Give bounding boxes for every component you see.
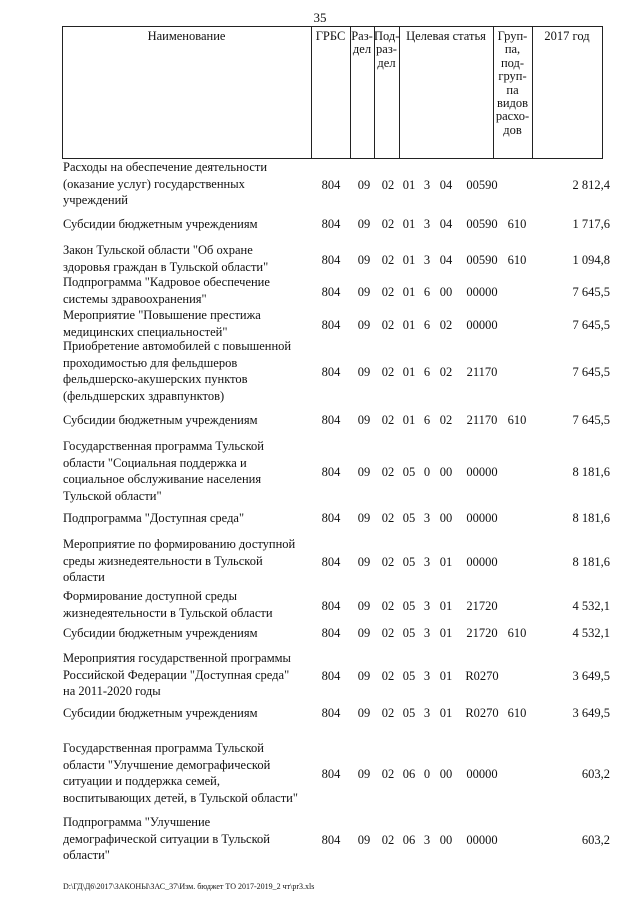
cell-amount-2017: 4 532,1 [572,598,610,613]
row-name [63,740,315,806]
cell-podrazdel: 02 [381,554,395,569]
table-row [0,242,640,275]
column-border [602,26,603,159]
cell-target-program: 05 [402,706,416,721]
cell-razdel: 09 [357,413,371,428]
cell-target-subprogram: 0 [423,767,431,781]
cell-target-program: 05 [402,465,416,479]
cell-target-code: 00000 [466,284,498,299]
cell-podrazdel: 02 [381,668,395,683]
header-name: Наименование [147,29,226,43]
header-razdel-line: дел [352,42,372,57]
cell-amount-2017: 4 532,1 [572,626,610,641]
cell-razdel: 09 [357,767,371,781]
cell-grbs: 804 [321,511,341,526]
cell-razdel: 09 [357,598,371,613]
cell-grbs: 804 [321,217,341,232]
row-name-line: Мероприятие "Повышение престижа [63,308,261,322]
cell-grbs: 804 [321,365,341,379]
cell-target-event: 02 [439,413,453,428]
cell-amount-2017: 8 181,6 [572,511,610,526]
cell-amount-2017: 7 645,5 [572,413,610,428]
table-row [0,740,640,806]
cell-amount-2017: 1 094,8 [572,252,610,267]
row-name [63,536,315,586]
row-name-line: Тульской области" [63,488,162,503]
cell-target-event: 04 [439,252,453,267]
row-name-line: социальное обслуживание населения [63,472,262,486]
cell-target-subprogram: 3 [423,598,431,613]
cell-target-program: 01 [402,413,416,428]
cell-target-event: 01 [439,668,453,683]
cell-target-event: 02 [439,317,453,332]
cell-podrazdel: 02 [381,413,395,428]
cell-grbs: 804 [321,284,341,299]
cell-podrazdel: 02 [381,626,395,641]
cell-target-event: 00 [439,767,453,781]
cell-target-subprogram: 3 [423,511,431,526]
cell-target-subprogram: 6 [423,413,431,428]
cell-amount-2017: 7 645,5 [572,365,610,379]
cell-amount-2017: 603,2 [581,832,610,847]
cell-expense-type: 610 [507,217,527,232]
table-row [0,159,640,209]
header-target: Целевая статья [406,29,486,43]
cell-target-subprogram: 3 [423,832,431,847]
header-podrazdel-line: дел [377,55,396,70]
cell-target-event: 01 [439,626,453,641]
row-name [63,705,315,722]
cell-podrazdel: 02 [381,832,395,847]
header-group-line: видов [496,96,529,111]
row-name [63,216,315,233]
cell-target-program: 01 [402,217,416,232]
cell-target-event: 04 [439,217,453,232]
cell-target-event: 00 [439,284,453,299]
cell-target-program: 05 [402,554,416,569]
cell-grbs: 804 [321,767,341,781]
cell-amount-2017: 3 649,5 [572,668,610,683]
cell-target-subprogram: 3 [423,626,431,641]
row-name [63,650,315,700]
cell-podrazdel: 02 [381,217,395,232]
cell-razdel: 09 [357,284,371,299]
cell-target-code: 21170 [466,413,498,428]
cell-podrazdel: 02 [381,365,395,379]
cell-target-subprogram: 3 [423,177,431,192]
row-name-line: воспитывающих детей, в Тульской области" [63,790,298,805]
row-name-line: Формирование доступной среды [63,589,238,603]
cell-target-program: 01 [402,365,416,379]
cell-razdel: 09 [357,177,371,192]
cell-target-program: 05 [402,668,416,683]
cell-target-code: 00000 [466,832,498,847]
table-row [0,510,640,527]
cell-target-code: 00000 [466,317,498,332]
cell-target-program: 01 [402,177,416,192]
cell-grbs: 804 [321,317,341,332]
cell-target-code: R0270 [465,668,499,683]
cell-amount-2017: 7 645,5 [572,284,610,299]
row-name [63,412,315,429]
row-name-line: учреждений [63,193,128,207]
cell-razdel: 09 [357,626,371,641]
cell-target-subprogram: 6 [423,317,431,332]
row-name [63,588,315,621]
table-row [0,625,640,642]
cell-target-event: 01 [439,598,453,613]
cell-target-program: 05 [402,598,416,613]
cell-razdel: 09 [357,511,371,526]
table-row [0,216,640,233]
cell-grbs: 804 [321,598,341,613]
row-name-line: области "Улучшение демографической [63,757,271,772]
header-podrazdel-line: раз- [376,42,397,57]
row-name-line: Закон Тульской области "Об охране [63,243,253,257]
row-name-line: Субсидии бюджетным учреждениям [63,217,258,231]
cell-grbs: 804 [321,554,341,569]
row-name-line: системы здравоохранения" [63,291,207,306]
header-group-line: па, [504,42,521,57]
row-name-line: (оказание услуг) государственных [63,176,245,191]
table-header [62,26,603,159]
cell-target-code: 21170 [466,365,498,379]
row-name-line: ситуации и поддержка семей, [63,774,220,788]
row-name-line: Мероприятие по формированию доступной [63,537,296,551]
cell-podrazdel: 02 [381,317,395,332]
cell-expense-type: 610 [507,706,527,721]
cell-target-subprogram: 3 [423,217,431,232]
cell-target-program: 06 [402,832,416,847]
row-name-line: области" [63,848,110,862]
table-row [0,588,640,621]
cell-expense-type: 610 [507,413,527,428]
cell-grbs: 804 [321,252,341,267]
cell-amount-2017: 3 649,5 [572,706,610,721]
page-number: 35 [313,10,327,25]
header-group-line: па [506,82,519,97]
cell-razdel: 09 [357,252,371,267]
row-name [63,242,315,275]
cell-target-code: 00000 [466,511,498,526]
cell-amount-2017: 8 181,6 [572,554,610,569]
cell-target-code: 00590 [466,177,498,192]
header-group-line: под- [500,55,525,70]
row-name-line: Подпрограмма "Кадровое обеспечение [63,275,270,289]
cell-razdel: 09 [357,465,371,479]
cell-target-code: 00000 [466,767,498,781]
row-name [63,159,315,209]
cell-podrazdel: 02 [381,465,395,479]
cell-target-code: 21720 [466,626,498,641]
row-name [63,274,315,307]
row-name [63,307,315,340]
cell-target-program: 05 [402,626,416,641]
table-row [0,412,640,429]
row-name-line: Государственная программа Тульской [63,741,264,755]
cell-razdel: 09 [357,832,371,847]
cell-target-subprogram: 6 [423,284,431,299]
row-name-line: фельдшерско-акушерских пунктов [63,372,248,386]
header-top-border [62,26,603,27]
row-name-line: медицинских специальностей" [63,324,228,339]
table-row [0,650,640,700]
cell-target-event: 00 [439,511,453,526]
cell-target-event: 00 [439,465,453,479]
cell-amount-2017: 2 812,4 [572,177,610,192]
cell-target-subprogram: 3 [423,668,431,683]
row-name-line: Мероприятия государственной программы [63,651,291,665]
cell-razdel: 09 [357,317,371,332]
row-name-line: Субсидии бюджетным учреждениям [63,626,258,640]
cell-target-code: 00000 [466,465,498,479]
cell-target-subprogram: 6 [423,365,431,379]
header-group-line: дов [503,122,522,137]
row-name-line: на 2011-2020 годы [63,684,161,698]
cell-grbs: 804 [321,832,341,847]
row-name-line: Субсидии бюджетным учреждениям [63,413,258,427]
cell-expense-type: 610 [507,252,527,267]
cell-target-subprogram: 3 [423,252,431,267]
header-grbs: ГРБС [315,29,346,43]
row-name-line: здоровья граждан в Тульской области" [63,259,269,274]
cell-target-program: 01 [402,284,416,299]
header-year: 2017 год [544,29,590,43]
header-group-line: груп- [498,69,527,84]
row-name-line: Подпрограмма "Доступная среда" [63,511,245,525]
table-row [0,438,640,504]
column-border [62,26,63,159]
cell-razdel: 09 [357,668,371,683]
row-name-line: жизнедеятельности в Тульской области [63,605,273,620]
row-name-line: Субсидии бюджетным учреждениям [63,706,258,720]
row-name [63,510,315,527]
table-row [0,814,640,864]
row-name-line: Расходы на обеспечение деятельности [63,160,268,174]
cell-target-event: 04 [439,177,453,192]
cell-target-subprogram: 0 [423,465,431,479]
cell-target-code: 00590 [466,252,498,267]
file-path-footer: D:\ГД\Д6\2017\ЗАКОНЫ\ЗАС_37\Изм. бюджет ТО 2017-2019_2 чт\pr3.xls [63,882,315,891]
table-row [0,307,640,340]
row-name-line: Российской Федерации "Доступная среда" [63,667,290,682]
row-name-line: Подпрограмма "Улучшение [63,815,211,829]
cell-target-subprogram: 3 [423,706,431,721]
table-row [0,705,640,722]
row-name [63,438,315,504]
cell-podrazdel: 02 [381,511,395,526]
cell-podrazdel: 02 [381,252,395,267]
row-name-line: среды жизнедеятельности в Тульской [63,553,263,568]
row-name-line: демографической ситуации в Тульской [63,831,270,846]
cell-target-program: 01 [402,317,416,332]
cell-target-event: 00 [439,832,453,847]
cell-amount-2017: 603,2 [581,767,610,781]
row-name-line: (фельдшерских здравпунктов) [63,388,225,403]
cell-grbs: 804 [321,465,341,479]
cell-podrazdel: 02 [381,767,395,781]
cell-target-code: 21720 [466,598,498,613]
cell-expense-type: 610 [507,626,527,641]
header-podrazdel [374,30,399,70]
cell-target-code: 00590 [466,217,498,232]
cell-podrazdel: 02 [381,177,395,192]
cell-grbs: 804 [321,626,341,641]
cell-razdel: 09 [357,217,371,232]
row-name [63,625,315,642]
cell-grbs: 804 [321,413,341,428]
cell-target-event: 02 [439,365,453,379]
column-border [532,26,533,159]
cell-grbs: 804 [321,177,341,192]
cell-razdel: 09 [357,554,371,569]
cell-grbs: 804 [321,706,341,721]
cell-podrazdel: 02 [381,598,395,613]
table-row [0,536,640,586]
header-razdel [350,30,374,57]
column-border [311,26,312,159]
cell-podrazdel: 02 [381,284,395,299]
cell-amount-2017: 8 181,6 [572,465,610,479]
cell-amount-2017: 7 645,5 [572,317,610,332]
column-border [399,26,400,159]
header-group-line: расхо- [495,109,530,124]
row-name-line: проходимостью для фельдшеров [63,355,238,370]
cell-target-event: 01 [439,554,453,569]
cell-podrazdel: 02 [381,706,395,721]
cell-target-program: 05 [402,511,416,526]
cell-razdel: 09 [357,706,371,721]
cell-target-event: 01 [439,706,453,721]
cell-target-program: 01 [402,252,416,267]
header-group-line: Груп- [497,29,528,43]
cell-target-subprogram: 3 [423,554,431,569]
row-name [63,814,315,864]
header-podrazdel-line: Под- [374,29,400,43]
cell-razdel: 09 [357,365,371,379]
header-razdel-line: Раз- [351,29,373,43]
row-name-line: области "Социальная поддержка и [63,455,247,470]
row-name-line: Приобретение автомобилей с повышенной [63,339,292,353]
cell-amount-2017: 1 717,6 [572,217,610,232]
header-group [493,30,532,137]
row-name-line: области [63,570,105,584]
row-name-line: Государственная программа Тульской [63,439,264,453]
cell-target-code: 00000 [466,554,498,569]
cell-grbs: 804 [321,668,341,683]
cell-target-code: R0270 [465,706,499,721]
table-row [0,274,640,307]
row-name [63,338,315,404]
table-row [0,338,640,404]
cell-target-program: 06 [402,767,416,781]
